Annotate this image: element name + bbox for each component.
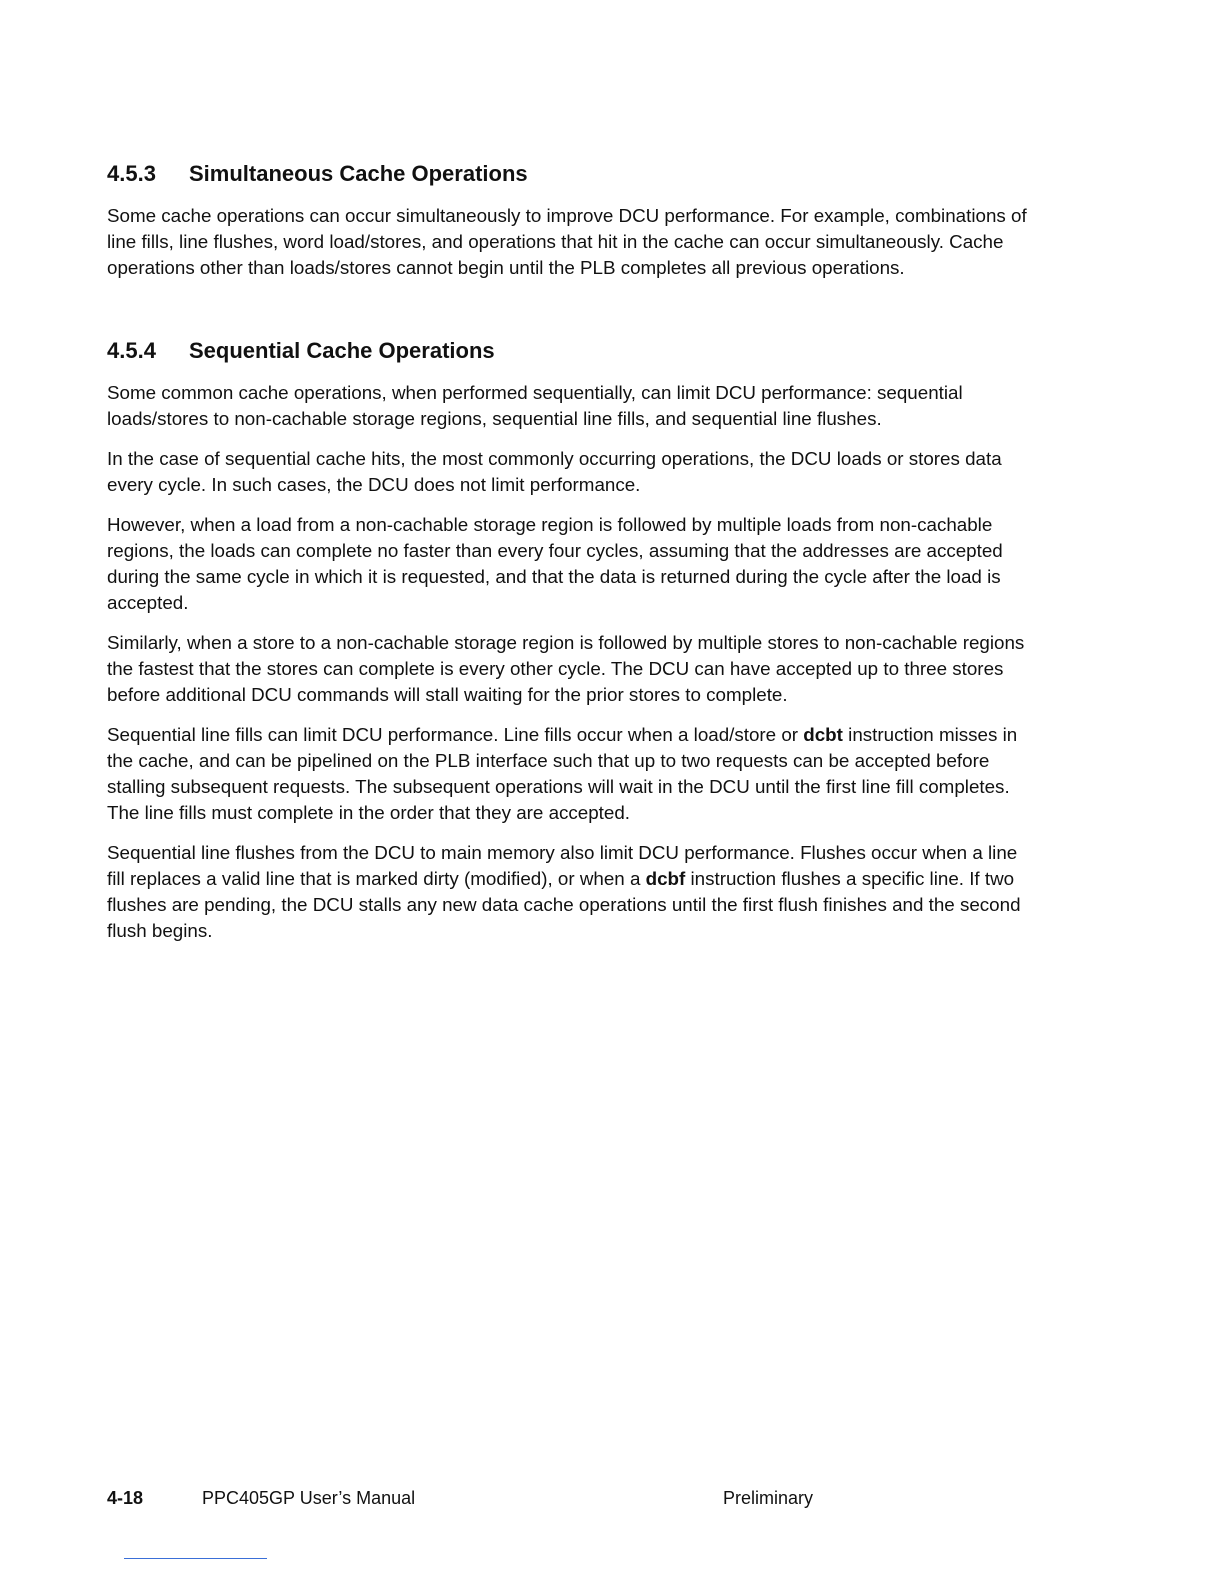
paragraph [107, 840, 1027, 944]
manual-title: PPC405GP User’s Manual [202, 1488, 416, 1508]
paragraph [107, 722, 1027, 826]
section-4-5-4 [107, 337, 1027, 958]
section-title: Sequential Cache Operations [189, 338, 495, 363]
instruction-mnemonic: dcbt [803, 724, 843, 745]
paragraph: Some common cache operations, when performed sequentially, can limit DCU performance: sequential loads/stores to non-cachable storage regions, sequential line fills, and sequential line flushes. [107, 382, 963, 429]
section-heading [107, 337, 1027, 365]
footer-rule [124, 1558, 267, 1559]
section-number: 4.5.4 [107, 338, 156, 363]
text-run: Sequential line fills can limit DCU performance. Line fills occur when a load/store or [107, 724, 804, 745]
text-run: instruction flushes a specific line. If two flushes are pending, the DCU stalls any new data cache operations until the first flush finishes and the second flush begins. [107, 868, 1021, 941]
document-status: Preliminary [723, 1488, 814, 1508]
text-run: instruction misses in the cache, and can be pipelined on the PLB interface such that up to two requests can be accepted before stalling subsequent requests. The subsequent operations will wait in the DCU until the first line fill completes. The line fills must complete in the order that they are accepted. [107, 724, 1018, 823]
paragraph: Similarly, when a store to a non-cachable storage region is followed by multiple stores to non-cachable regions the fastest that the stores can complete is every other cycle. The DCU can have accepted up to three stores before additional DCU commands will stall waiting for the prior stores to complete. [107, 632, 1025, 705]
instruction-mnemonic: dcbf [645, 868, 686, 889]
paragraph: In the case of sequential cache hits, the most commonly occurring operations, the DCU loads or stores data every cycle. In such cases, the DCU does not limit performance. [107, 448, 1002, 495]
text-run: Sequential line flushes from the DCU to main memory also limit DCU performance. Flushes occur when a line fill replaces a valid line that is marked dirty (modified), or when a [107, 842, 1018, 889]
page-number: 4-18 [107, 1488, 144, 1508]
section-4-5-3 [107, 160, 1027, 281]
paragraph: However, when a load from a non-cachable storage region is followed by multiple loads from non-cachable regions, the loads can complete no faster than every four cycles, assuming that the addresses are accepted during the same cycle in which it is requested, and that the data is returned during the cycle after the load is accepted. [107, 514, 1003, 613]
section-number: 4.5.3 [107, 161, 156, 186]
paragraph: Some cache operations can occur simultaneously to improve DCU performance. For example, combinations of line fills, line flushes, word load/stores, and operations that hit in the cache can occur simultaneously. Cache operations other than loads/stores cannot begin until the PLB completes all previous operations. [107, 205, 1027, 278]
section-title: Simultaneous Cache Operations [189, 161, 528, 186]
section-heading [107, 160, 1027, 188]
